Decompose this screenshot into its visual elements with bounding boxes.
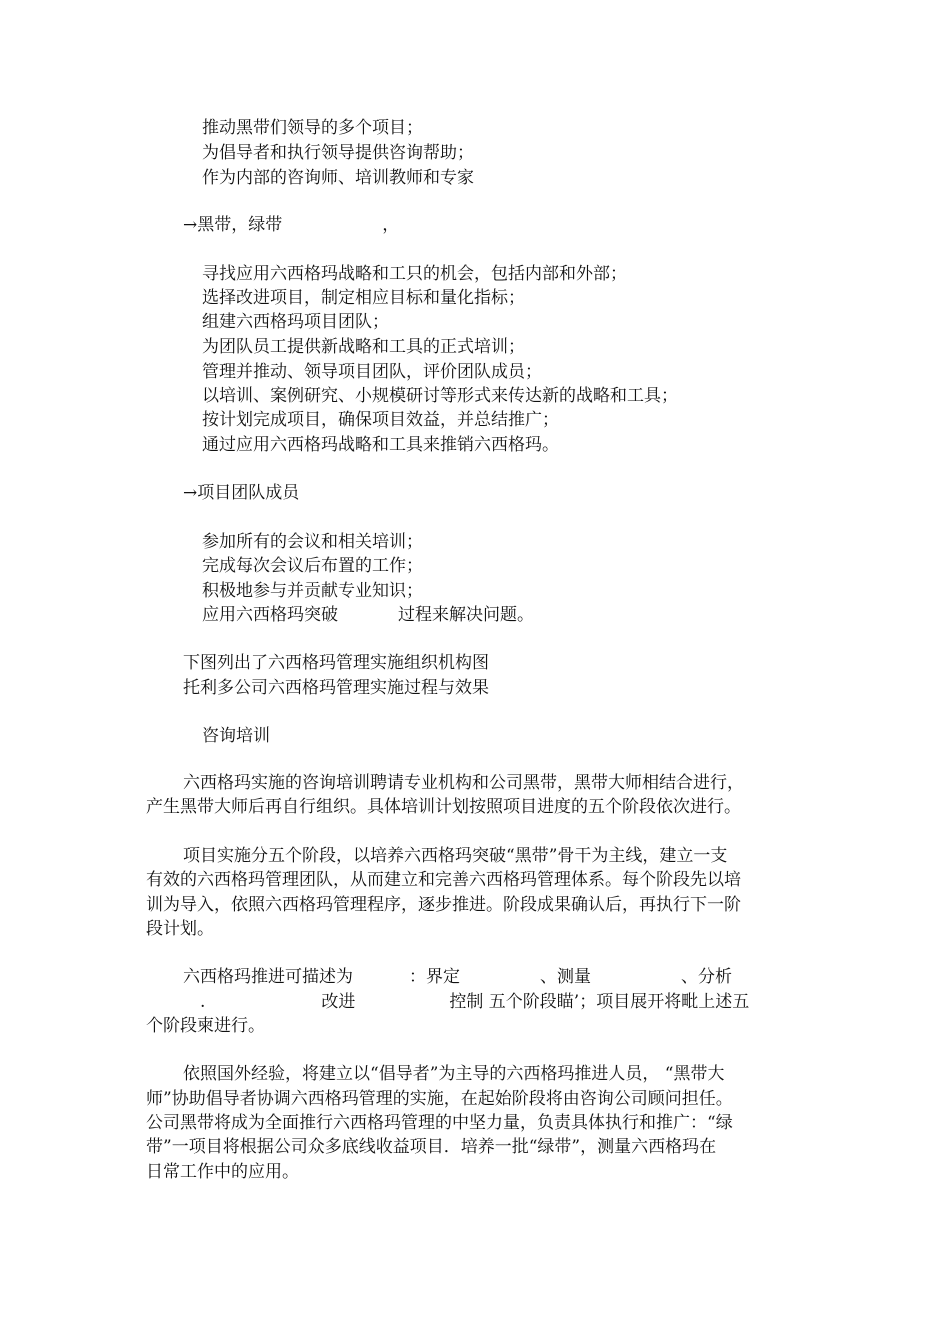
- paragraph-line: 产生黑带大师后再自行组织。具体培训计划按照项目进度的五个阶段依次进行。: [146, 797, 741, 817]
- list-item: 寻找应用六西格玛战略和工只的机会，包括内部和外部；: [202, 264, 627, 284]
- section-title: 托利多公司六西格玛管理实施过程与效果: [183, 678, 489, 698]
- paragraph-line: 依照国外经验，将建立以“倡导者”为主导的六西格玛推进人员， “黑带大: [183, 1064, 725, 1084]
- list-item: 应用六西格玛突破 过程来解决问题。: [202, 605, 534, 625]
- paragraph-line: 有效的六西格玛管理团队，从而建立和完善六西格玛管理体系。每个阶段先以培: [146, 870, 741, 890]
- figure-caption-line: 下图列出了六西格玛管理实施组织机构图: [183, 653, 489, 673]
- list-item: 推动黑带们领导的多个项目；: [202, 118, 423, 138]
- paragraph-line: 项目实施分五个阶段，以培养六西格玛突破“黑带”骨干为主线，建立一支: [183, 846, 728, 866]
- paragraph-line: 日常工作中的应用。: [146, 1162, 299, 1182]
- list-item: 积极地参与并贡献专业知识；: [202, 581, 423, 601]
- heading-trail: ，: [382, 215, 400, 235]
- paragraph-line: 带”一项目将根据公司众多底线收益项目．培养一批“绿带”，测量六西格玛在: [146, 1137, 717, 1157]
- list-item: 作为内部的咨询师、培训教师和专家: [202, 168, 474, 188]
- paragraph-line: 段计划。: [146, 919, 214, 939]
- section-heading-team: [183, 481, 299, 505]
- section-heading-blackbelt: [183, 213, 399, 237]
- arrow-icon: →: [183, 215, 198, 235]
- paragraph-line: 师”协助倡导者协调六西格玛管理的实施，在起始阶段将由咨询公司顾问担任。: [146, 1089, 733, 1109]
- list-item: 通过应用六西格玛战略和工具来推销六西格玛。: [202, 435, 559, 455]
- list-item: 选择改进项目，制定相应目标和量化指标；: [202, 288, 525, 308]
- paragraph-line: 公司黑带将成为全面推行六西格玛管理的中坚力量，负责具体执行和推广：“绿: [146, 1113, 733, 1133]
- list-item: 参加所有的会议和相关培训；: [202, 532, 423, 552]
- list-item: 完成每次会议后布置的工作；: [202, 556, 423, 576]
- paragraph-line: 个阶段柬进行。: [146, 1016, 265, 1036]
- paragraph-line: 训为导入，依照六西格玛管理程序，逐步推进。阶段成果确认后，再执行下一阶: [146, 895, 741, 915]
- list-item: 为倡导者和执行领导提供咨询帮助；: [202, 143, 474, 163]
- list-item: 组建六西格玛项目团队；: [202, 312, 389, 332]
- heading-text: 项目团队成员: [197, 483, 300, 503]
- heading-text: 黑带，绿带: [197, 215, 283, 235]
- list-item: 管理并推动、领导项目团队，评价团队成员；: [202, 362, 542, 382]
- list-item: 按计划完成项目，确保项目效益，并总结推广；: [202, 410, 559, 430]
- list-item: 为团队员工提供新战略和工具的正式培训；: [202, 337, 525, 357]
- subsection-heading: 咨询培训: [202, 726, 270, 746]
- paragraph-line: 六西格玛推进可描述为 ：界定 、测量 、分析: [183, 967, 732, 987]
- arrow-icon: →: [183, 483, 198, 503]
- list-item: 以培训、案例研究、小规模研讨等形式来传达新的战略和工具；: [202, 386, 678, 406]
- paragraph-line: . 改进 控制 五个阶段瞄’；项目展开将毗上述五: [200, 992, 750, 1012]
- paragraph-line: 六西格玛实施的咨询培训聘请专业机构和公司黑带，黑带大师相结合进行，: [183, 773, 744, 793]
